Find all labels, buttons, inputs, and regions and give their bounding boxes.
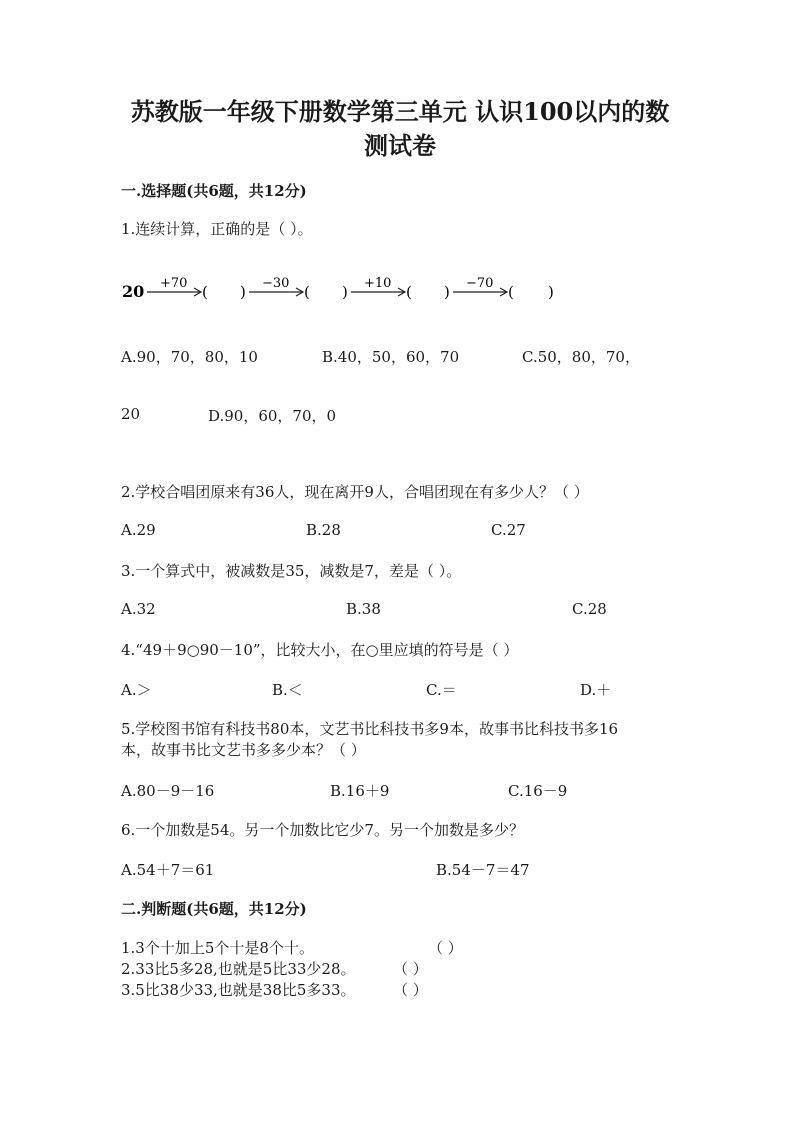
question-2-text: 2.学校合唱团原来有36人，现在离开9人，合唱团现在有多少人？（ ） — [121, 483, 589, 501]
q3-option-b[interactable]: B.38 — [346, 600, 381, 618]
q5-option-a[interactable]: A.80－9－16 — [121, 782, 215, 800]
q1-option-d[interactable]: D.90，60，70，0 — [208, 407, 337, 425]
judgement-item-3-answer[interactable]: （ ） — [393, 981, 428, 999]
q2-option-b[interactable]: B.28 — [306, 521, 341, 539]
page-title-line2: 测试卷 — [364, 131, 436, 160]
section-heading-judgement: 二.判断题(共6题，共12分) — [121, 900, 307, 918]
blank-open-4: ( — [508, 283, 514, 301]
q5-option-c[interactable]: C.16－9 — [508, 782, 568, 800]
q6-option-b[interactable]: B.54－7＝47 — [436, 861, 530, 879]
chain-op-2: −30 — [262, 276, 290, 291]
chain-op-3: +10 — [364, 276, 392, 291]
calculation-chain-diagram — [118, 270, 578, 310]
q3-option-a[interactable]: A.32 — [121, 600, 156, 618]
q5-option-b[interactable]: B.16＋9 — [330, 782, 390, 800]
blank-open-1: ( — [202, 283, 208, 301]
blank-open-3: ( — [406, 283, 412, 301]
question-6-text: 6.一个加数是54。另一个加数比它少7。另一个加数是多少？ — [121, 821, 524, 839]
q4-option-b[interactable]: B.＜ — [272, 681, 303, 699]
chain-op-1: +70 — [160, 276, 188, 291]
blank-close-2: ) — [342, 283, 348, 301]
q2-option-a[interactable]: A.29 — [121, 521, 156, 539]
question-1-text: 1.连续计算，正确的是（ ）。 — [121, 220, 313, 238]
blank-close-4: ) — [548, 283, 554, 301]
judgement-item-1-answer[interactable]: （ ） — [428, 939, 463, 957]
q2-option-c[interactable]: C.27 — [491, 521, 526, 539]
q6-option-a[interactable]: A.54＋7＝61 — [121, 861, 215, 879]
question-5-text-line2: 本，故事书比文艺书多多少本？（ ） — [121, 741, 366, 759]
judgement-item-1-text: 1.3个十加上5个十是8个十。 — [121, 939, 314, 957]
q4-option-c[interactable]: C.＝ — [426, 681, 457, 699]
chain-op-4: −70 — [466, 276, 494, 291]
judgement-item-2-text: 2.33比5多28,也就是5比33少28。 — [121, 960, 356, 978]
question-5-text-line1: 5.学校图书馆有科技书80本，文艺书比科技书多9本，故事书比科技书多16 — [121, 720, 619, 738]
q1-option-a[interactable]: A.90，70，80，10 — [121, 348, 258, 366]
q1-option-c[interactable]: C.50，80，70， — [522, 348, 640, 366]
q3-option-c[interactable]: C.28 — [572, 600, 607, 618]
judgement-item-2-answer[interactable]: （ ） — [393, 960, 428, 978]
blank-open-2: ( — [304, 283, 310, 301]
section-heading-choice: 一.选择题(共6题，共12分) — [121, 182, 307, 200]
page-title-line1: 苏教版一年级下册数学第三单元 认识100以内的数 — [130, 97, 670, 126]
judgement-item-3-text: 3.5比38少33,也就是38比5多33。 — [121, 981, 356, 999]
q1-option-c-continued: 20 — [121, 405, 141, 423]
blank-close-1: ) — [240, 283, 246, 301]
question-3-text: 3.一个算式中，被减数是35，减数是7，差是（ ）。 — [121, 562, 462, 580]
blank-close-3: ) — [444, 283, 450, 301]
chain-start-number: 20 — [122, 282, 145, 301]
question-4-text: 4.“49＋9○90－10”，比较大小，在○里应填的符号是（ ） — [121, 641, 519, 659]
q4-option-d[interactable]: D.＋ — [580, 681, 612, 699]
q4-option-a[interactable]: A.＞ — [121, 681, 152, 699]
q1-option-b[interactable]: B.40，50，60，70 — [322, 348, 460, 366]
